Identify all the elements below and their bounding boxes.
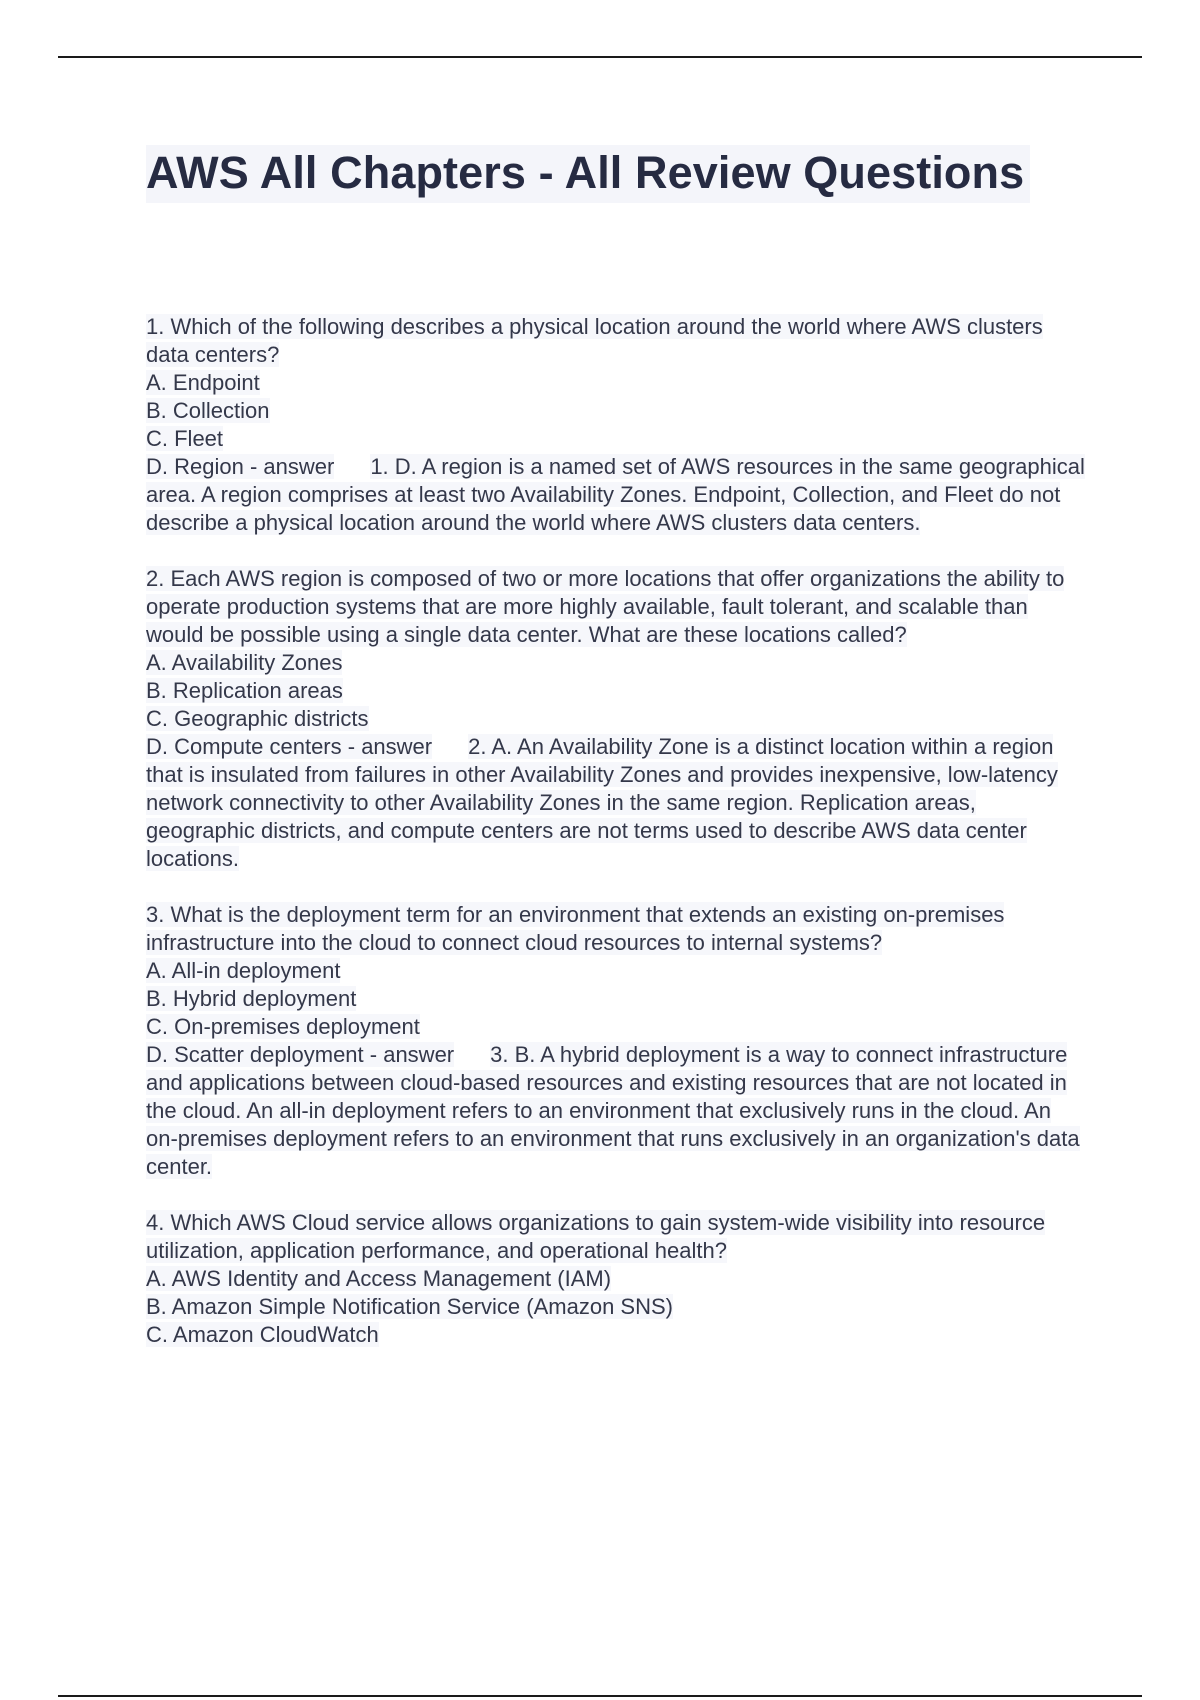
question-3 [146, 901, 1086, 1181]
answer-option: B. Amazon Simple Notification Service (Amazon SNS) [146, 1294, 673, 1319]
answer-option: C. Amazon CloudWatch [146, 1322, 379, 1347]
answer-explanation: 2. A. An Availability Zone is a distinct location within a region that is insulated from failures in other Availability Zones and provides inexpensive, low-latency network connectivity to other Availability Zones in the same region. Replication areas, geographic districts, and compute centers are not terms used to describe AWS data center locations. [146, 734, 1058, 871]
answer-option: A. AWS Identity and Access Management (IAM) [146, 1266, 612, 1291]
question-prompt: 3. What is the deployment term for an environment that extends an existing on-premises infrastructure into the cloud to connect cloud resources to internal systems? [146, 902, 1005, 955]
answer-option: B. Hybrid deployment [146, 986, 357, 1011]
top-rule [58, 56, 1142, 58]
question-4 [146, 1209, 1086, 1349]
answer-option-last: D. Region - answer [146, 454, 335, 479]
bottom-rule [58, 1695, 1142, 1697]
answer-option: A. Endpoint [146, 370, 260, 395]
question-1 [146, 313, 1086, 537]
answer-option-last: D. Scatter deployment - answer [146, 1042, 455, 1067]
question-prompt: 1. Which of the following describes a physical location around the world where AWS clusters data centers? [146, 314, 1043, 367]
answer-option: A. Availability Zones [146, 650, 343, 675]
answer-option: C. Fleet [146, 426, 224, 451]
answer-option: B. Collection [146, 398, 270, 423]
question-2 [146, 565, 1086, 873]
answer-option: C. On-premises deployment [146, 1014, 420, 1039]
answer-option: B. Replication areas [146, 678, 343, 703]
answer-option: A. All-in deployment [146, 958, 341, 983]
question-list [146, 313, 1086, 1377]
answer-explanation: 1. D. A region is a named set of AWS resources in the same geographical area. A region comprises at least two Availability Zones. Endpoint, Collection, and Fleet do not describe a physical location around the world where AWS clusters data centers. [146, 454, 1085, 535]
page-title: AWS All Chapters - All Review Questions [146, 145, 1030, 203]
answer-option-last: D. Compute centers - answer [146, 734, 433, 759]
question-prompt: 2. Each AWS region is composed of two or more locations that offer organizations the ability to operate production systems that are more highly available, fault tolerant, and scalable than would be possible using a single data center. What are these locations called? [146, 566, 1065, 647]
answer-explanation: 3. B. A hybrid deployment is a way to connect infrastructure and applications between cloud-based resources and existing resources that are not located in the cloud. An all-in deployment refers to an environment that exclusively runs in the cloud. An on-premises deployment refers to an environment that runs exclusively in an organization's data center. [146, 1042, 1080, 1179]
answer-option: C. Geographic districts [146, 706, 369, 731]
question-prompt: 4. Which AWS Cloud service allows organizations to gain system-wide visibility into resource utilization, application performance, and operational health? [146, 1210, 1046, 1263]
